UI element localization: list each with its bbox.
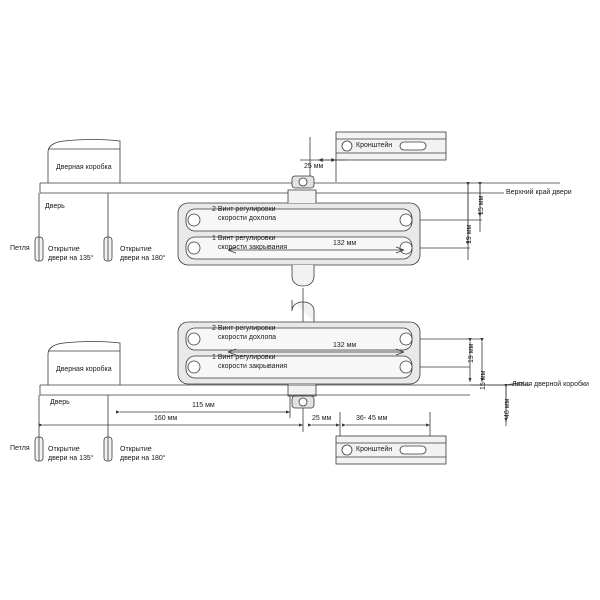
top-dim-19-label: 19 мм [466, 224, 473, 244]
top-hinge-right [104, 237, 112, 261]
bottom-frame-line-label: Линия дверной коробки [512, 381, 589, 388]
top-open135-line1: Открытие [48, 246, 80, 253]
top-screw2-line2: скорости дохлопа [218, 215, 277, 222]
top-open180-line1: Открытие [120, 246, 152, 253]
bottom-hinge-right [104, 437, 112, 461]
top-dim-132-label: 132 мм [333, 240, 357, 247]
top-door-frame [48, 140, 120, 184]
top-hinge-left [35, 237, 43, 261]
bottom-door-frame [48, 342, 120, 386]
bottom-bracket-label: Кронштейн [356, 446, 393, 453]
bottom-open135-line2: двери на 135° [48, 455, 94, 462]
top-door-label: Дверь [45, 203, 65, 210]
bottom-dim-right [420, 339, 506, 426]
top-open135-line2: двери на 135° [48, 255, 94, 262]
bottom-dim-15-label: 15 мм [480, 370, 487, 390]
bottom-door-frame-label: Дверная коробка [56, 366, 112, 373]
top-screw1-line2: скорости закрывания [218, 244, 288, 251]
top-dim-15-label: 15 мм [478, 195, 485, 215]
bottom-dim-115-label: 115 мм [192, 402, 215, 409]
bottom-open180-line2: двери на 180° [120, 455, 166, 462]
bottom-dim-160-label: 160 мм [154, 415, 178, 422]
bottom-screw2-line2: скорости дохлопа [218, 334, 277, 341]
top-edge-label: Верхний край двери [506, 189, 572, 196]
top-hinge-label: Петля [10, 245, 30, 252]
bottom-dim-36-45-label: 36- 45 мм [356, 415, 388, 422]
bottom-closer-body [178, 288, 420, 408]
bottom-dim-132-label: 132 мм [333, 342, 357, 349]
bottom-hinge-label: Петля [10, 445, 30, 452]
bottom-open180-line1: Открытие [120, 446, 152, 453]
top-open180-line2: двери на 180° [120, 255, 166, 262]
top-door-frame-label: Дверная коробка [56, 164, 112, 171]
bottom-hinge-left [35, 437, 43, 461]
top-screw2-line1: 2 Винт регулировки [212, 206, 276, 213]
top-screw1-line1: 1 Винт регулировки [212, 235, 276, 242]
bottom-door-label: Дверь [50, 399, 70, 406]
top-closer-body [178, 176, 420, 286]
top-dim-25-label: 25 мм [304, 163, 324, 170]
bottom-screw2-line1: 2 Винт регулировки [212, 325, 276, 332]
bottom-screw1-line1: 1 Винт регулировки [212, 354, 276, 361]
bottom-screw1-line2: скорости закрывания [218, 363, 288, 370]
bottom-dim-19-label: 19 мм [468, 343, 475, 363]
bottom-dim-46-label: 46 мм [504, 398, 511, 418]
top-bracket-label: Кронштейн [356, 142, 393, 149]
top-dim-right [420, 183, 482, 260]
bottom-dim-25-label: 25 мм [312, 415, 332, 422]
bottom-open135-line1: Открытие [48, 446, 80, 453]
